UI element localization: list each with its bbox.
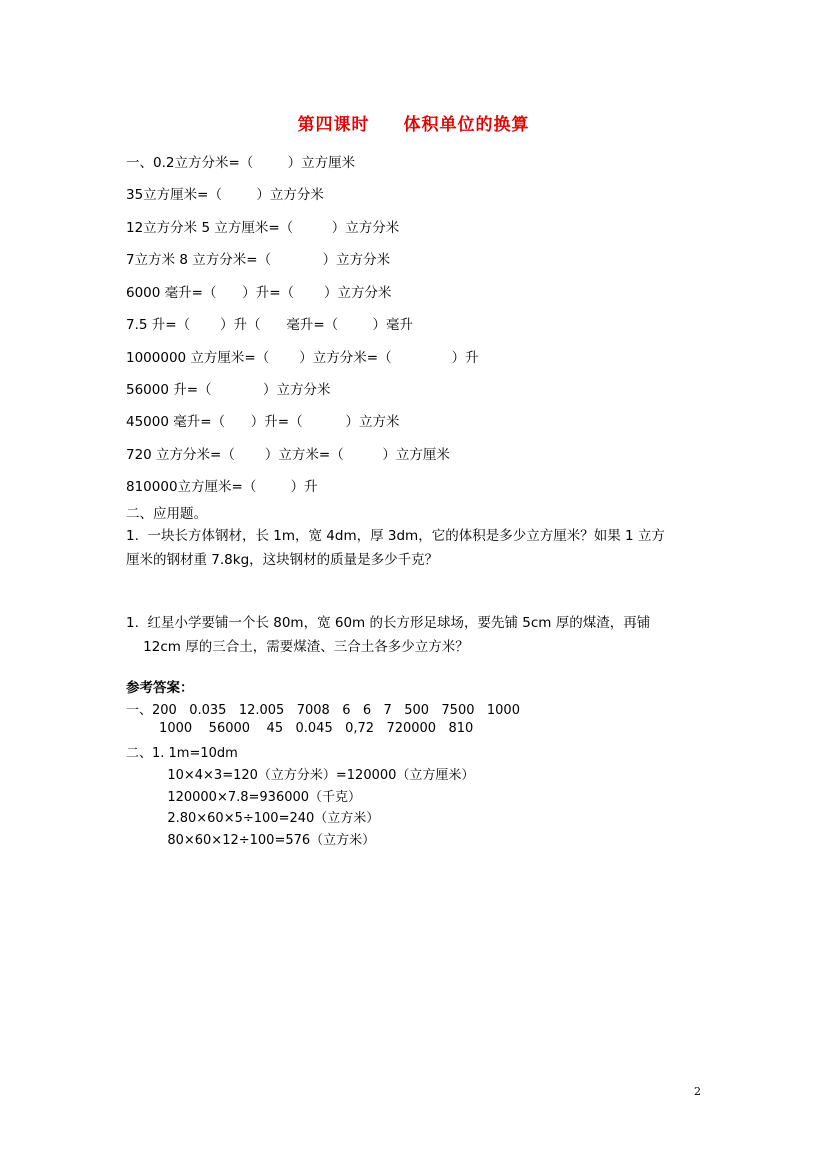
section-heading: 二、应用题。 [126, 506, 207, 522]
exercise-line: 56000 升=（ ）立方分米 [126, 382, 331, 398]
exercise-line: 35立方厘米=（ ）立方分米 [126, 187, 324, 203]
exercise-line: 810000立方厘米=（ ）升 [126, 479, 318, 495]
page-title [0, 110, 827, 135]
exercise-line: 1000000 立方厘米=（ ）立方分米=（ ）升 [126, 350, 479, 366]
answer-line: 80×60×12÷100=576（立方米） [126, 833, 376, 848]
page-number: 2 [694, 1085, 701, 1098]
answer-line: 二、1. 1m=10dm [126, 746, 238, 761]
question-2-line-1: 1. 红星小学要铺一个长 80m，宽 60m 的长方形足球场，要先铺 5cm 厚的煤渣，再铺 [126, 615, 651, 631]
question-1-line-2: 厘米的钢材重 7.8kg，这块钢材的质量是多少千克？ [126, 552, 439, 568]
exercise-line: 720 立方分米=（ ）立方米=（ ）立方厘米 [126, 447, 450, 463]
answers-heading: 参考答案： [126, 680, 194, 696]
answer-line: 2.80×60×5÷100=240（立方米） [126, 811, 380, 826]
lesson-number: 第四课时 [297, 115, 370, 135]
lesson-topic: 体积单位的换算 [403, 115, 530, 135]
answer-line: 120000×7.8=936000（千克） [126, 790, 362, 805]
answer-line: 10×4×3=120（立方分米）=120000（立方厘米） [126, 768, 475, 783]
exercise-line: 45000 毫升=（ ）升=（ ）立方米 [126, 414, 400, 430]
exercise-line: 一、0.2立方分米=（ ）立方厘米 [126, 155, 356, 171]
answer-line: 一、200 0.035 12.005 7008 6 6 7 500 7500 1000 [126, 703, 520, 718]
question-1-line-1: 1. 一块长方体钢材，长 1m，宽 4dm，厚 3dm，它的体积是多少立方厘米？如果 1 立方 [126, 528, 665, 544]
exercise-line: 6000 毫升=（ ）升=（ ）立方分米 [126, 285, 392, 301]
exercise-line: 12立方分米 5 立方厘米=（ ）立方分米 [126, 220, 400, 236]
exercise-line: 7立方米 8 立方分米=（ ）立方分米 [126, 252, 391, 268]
answer-line: 1000 56000 45 0.045 0,72 720000 810 [126, 721, 474, 736]
question-2-line-2: 12cm 厚的三合土，需要煤渣、三合土各多少立方米？ [126, 639, 469, 655]
exercise-line: 7.5 升=（ ）升（ 毫升=（ ）毫升 [126, 317, 413, 333]
